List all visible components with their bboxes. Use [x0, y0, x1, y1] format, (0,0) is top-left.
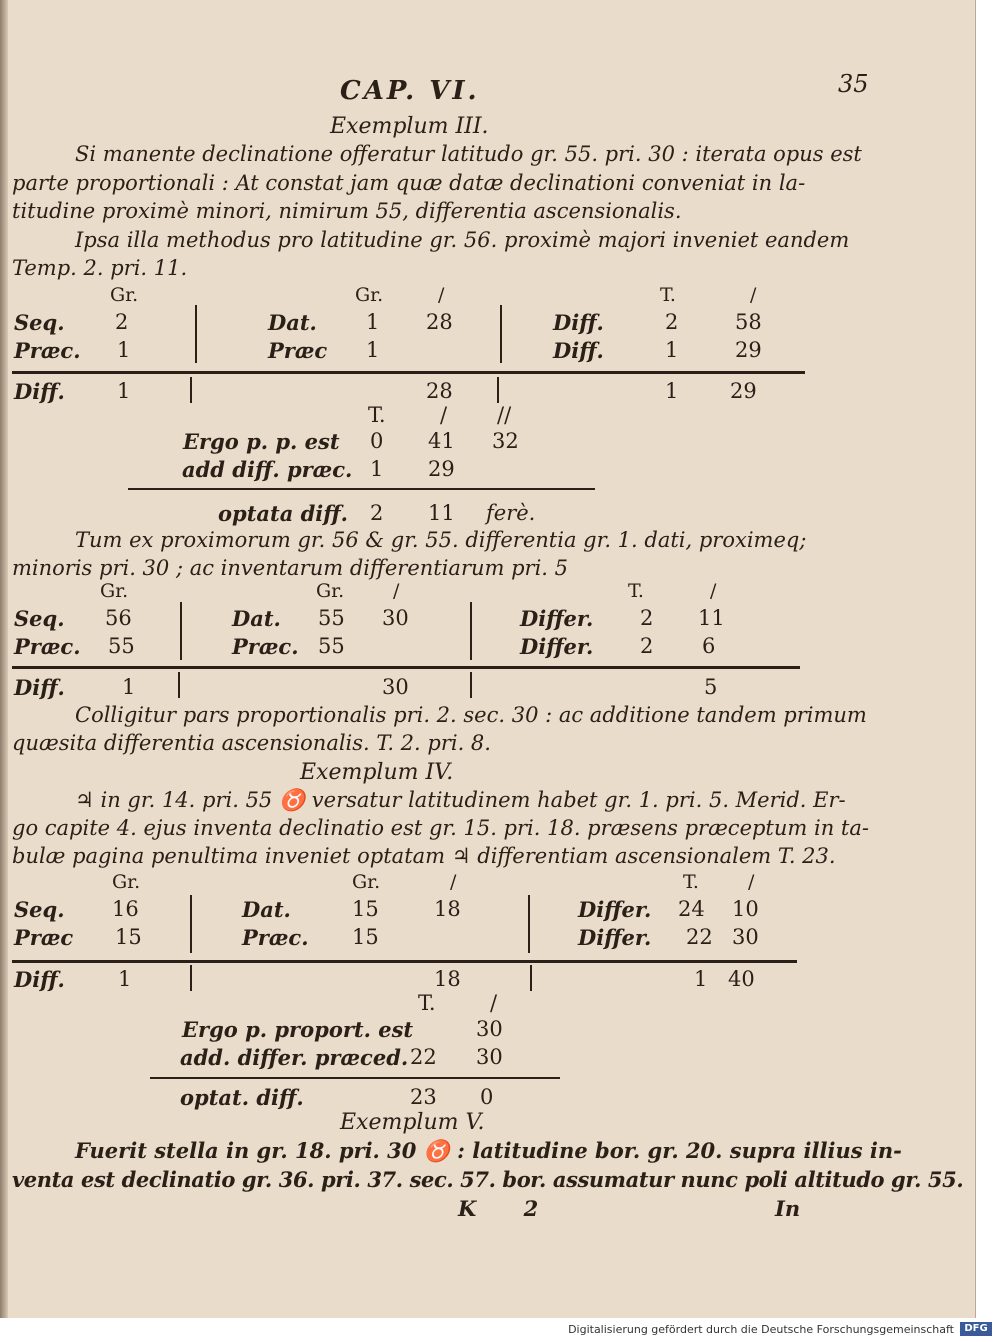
- t2-r1-dat-min: 30: [382, 606, 409, 630]
- t3-calc-2-min: 30: [476, 1045, 503, 1069]
- t3-calc-1-min: 30: [476, 1017, 503, 1041]
- t3-result-min: 0: [480, 1085, 494, 1109]
- t3-r1-differ-t: 24: [678, 897, 705, 921]
- t2-diff-gr: 1: [122, 675, 136, 699]
- t3-diff-vrule-1: [190, 965, 192, 991]
- example-5-title: Exemplum V.: [340, 1110, 485, 1135]
- t2-head-t: T.: [628, 580, 644, 602]
- t1-calc-2-label: add diff. præc.: [182, 457, 353, 482]
- t1-head-gr-2: Gr.: [355, 284, 384, 306]
- after2-line-1: Colligitur pars proportionalis pri. 2. sec. 30 : ac additione tandem primum: [75, 703, 867, 727]
- t1-r2-prec-gr: 1: [366, 338, 380, 362]
- ex3-line-1: Si manente declinatione offeratur latitudo gr. 55. pri. 30 : iterata opus est: [75, 142, 862, 166]
- t1-head-gr-1: Gr.: [110, 284, 139, 306]
- t2-r2-differ-min: 6: [702, 634, 716, 658]
- t3-r1-label: Seq.: [14, 897, 65, 922]
- ex3-line-2: parte proportionali : At constat jam quæ datæ declinationi conveniat in la-: [12, 171, 806, 195]
- t2-r1-differ-min: 11: [698, 606, 725, 630]
- t1-calc-1-min: 41: [428, 429, 455, 453]
- t1-result-min: 11: [428, 501, 455, 525]
- t3-r1-dat-min: 18: [434, 897, 461, 921]
- t2-head-gr-1: Gr.: [100, 580, 129, 602]
- t2-r2-gr: 55: [108, 634, 135, 658]
- t1-diff-vrule-2: [497, 377, 499, 403]
- t2-diff-min2: 5: [704, 675, 718, 699]
- t3-r1-dat: Dat.: [242, 897, 291, 922]
- t3-r2-label: Præc: [14, 925, 74, 950]
- t3-head-t: T.: [683, 871, 699, 893]
- t3-diff-min2: 40: [728, 967, 755, 991]
- example-4-title: Exemplum IV.: [300, 760, 454, 785]
- t2-diff-min: 30: [382, 675, 409, 699]
- t3-calc-2-t: 22: [410, 1045, 437, 1069]
- t1-calc-1-sec: 32: [492, 429, 519, 453]
- t3-r1-differ: Differ.: [578, 897, 652, 922]
- t3-vrule-2: [528, 895, 530, 953]
- t3-head-gr-1: Gr.: [112, 871, 141, 893]
- t3-r1-differ-min: 10: [732, 897, 759, 921]
- t3-head-gr-2: Gr.: [352, 871, 381, 893]
- t1-result-t: 2: [370, 501, 384, 525]
- t3-head-min-1: /: [450, 871, 457, 893]
- t2-r1-dat-gr: 55: [318, 606, 345, 630]
- t3-calc-head-min: /: [490, 991, 498, 1015]
- t1-head-min-2: /: [750, 284, 757, 306]
- dfg-logo: DFG: [960, 1322, 992, 1336]
- chapter-heading: CAP. VI.: [340, 76, 480, 106]
- t2-r2-differ: Differ.: [520, 634, 594, 659]
- t3-calc-1-label: Ergo p. proport. est: [182, 1017, 414, 1042]
- t2-head-gr-2: Gr.: [316, 580, 345, 602]
- ex4-line-3: bulæ pagina penultima inveniet optatam ♃ differentiam ascensionalem T. 23.: [12, 844, 836, 868]
- signature-mark: K 2: [458, 1196, 539, 1221]
- t2-vrule-1: [180, 602, 182, 660]
- t2-diff-vrule-2: [470, 672, 472, 698]
- t1-r1-diff-min: 58: [735, 310, 762, 334]
- ex3-line-5: Temp. 2. pri. 11.: [12, 256, 188, 280]
- mid-line-1: Tum ex proximorum gr. 56 & gr. 55. differentia gr. 1. dati, proximeq;: [75, 528, 807, 552]
- footer-bar: [0, 1318, 1000, 1342]
- t1-r1-gr: 2: [115, 310, 129, 334]
- t1-r2-gr: 1: [117, 338, 131, 362]
- t1-calc-head-sec: //: [497, 403, 512, 427]
- t2-r2-differ-t: 2: [640, 634, 654, 658]
- t1-calc-2-min: 29: [428, 457, 455, 481]
- t1-r2-label: Præc.: [14, 338, 81, 363]
- t3-head-min-2: /: [748, 871, 755, 893]
- t3-r1-dat-gr: 15: [352, 897, 379, 921]
- t2-r1-differ-t: 2: [640, 606, 654, 630]
- t3-diff-min: 18: [434, 967, 461, 991]
- t2-r1-differ: Differ.: [520, 606, 594, 631]
- t3-calc-2-label: add. differ. præced.: [180, 1045, 409, 1070]
- t2-diff-vrule-1: [178, 672, 180, 698]
- t1-r1-label: Seq.: [14, 310, 65, 335]
- t1-diff-gr: 1: [117, 379, 131, 403]
- t3-r2-differ-min: 30: [732, 925, 759, 949]
- t1-r2-diff-t: 1: [665, 338, 679, 362]
- t3-vrule-1: [190, 895, 192, 953]
- t1-r1-dat: Dat.: [268, 310, 317, 335]
- t3-result-t: 23: [410, 1085, 437, 1109]
- ex5-line-1: Fuerit stella in gr. 18. pri. 30 ♉ : latitudine bor. gr. 20. supra illius in-: [75, 1138, 902, 1163]
- t1-result-label: optata diff.: [218, 501, 348, 526]
- t2-r2-label: Præc.: [14, 634, 81, 659]
- t1-diff-vrule-1: [190, 377, 192, 403]
- ex5-line-2: venta est declinatio gr. 36. pri. 37. sec. 57. bor. assumatur nunc poli altitudo gr. 55.: [12, 1167, 964, 1192]
- t1-r2-diff: Diff.: [553, 338, 604, 363]
- page-number: 35: [838, 70, 869, 98]
- t1-result-fere: ferè.: [486, 501, 536, 525]
- t1-r2-prec: Præc: [268, 338, 328, 363]
- t1-calc-head-t: T.: [368, 403, 386, 427]
- t1-calc-1-label: Ergo p. p. est: [183, 429, 340, 454]
- t1-diff-min: 28: [426, 379, 453, 403]
- t1-head-t: T.: [660, 284, 676, 306]
- t3-diff-label: Diff.: [14, 967, 65, 992]
- footer-credit: Digitalisierung gefördert durch die Deutsche Forschungsgemeinschaft: [568, 1323, 954, 1336]
- t1-vrule-1: [195, 305, 197, 363]
- t1-r2-diff-min: 29: [735, 338, 762, 362]
- t1-r1-dat-gr: 1: [366, 310, 380, 334]
- t1-vrule-2: [500, 305, 502, 363]
- t3-diff-vrule-2: [530, 965, 532, 991]
- t1-rule: [12, 371, 805, 374]
- ex3-line-4: Ipsa illa methodus pro latitudine gr. 56. proximè majori inveniet eandem: [75, 228, 850, 252]
- page-spine-shadow: [0, 0, 8, 1318]
- t2-diff-label: Diff.: [14, 675, 65, 700]
- t2-r2-prec-gr: 55: [318, 634, 345, 658]
- t3-result-label: optat. diff.: [180, 1085, 304, 1110]
- t3-diff-gr: 1: [118, 967, 132, 991]
- t2-r2-prec: Præc.: [232, 634, 299, 659]
- example-3-title: Exemplum III.: [330, 114, 489, 139]
- t3-r2-differ: Differ.: [578, 925, 652, 950]
- t3-r2-differ-t: 22: [686, 925, 713, 949]
- after2-line-2: quæsita differentia ascensionalis. T. 2. pri. 8.: [12, 731, 491, 755]
- t2-r1-dat: Dat.: [232, 606, 281, 631]
- ex3-line-3: titudine proximè minori, nimirum 55, differentia ascensionalis.: [12, 199, 682, 223]
- t1-diff-t: 1: [665, 379, 679, 403]
- t2-r1-gr: 56: [105, 606, 132, 630]
- t1-r1-dat-min: 28: [426, 310, 453, 334]
- t1-head-min-1: /: [438, 284, 445, 306]
- t3-r1-gr: 16: [112, 897, 139, 921]
- t1-calc-2-t: 1: [370, 457, 384, 481]
- t1-calc-rule: [128, 488, 595, 490]
- t3-r2-prec-gr: 15: [352, 925, 379, 949]
- t1-calc-1-t: 0: [370, 429, 384, 453]
- t3-diff-t: 1: [694, 967, 708, 991]
- t2-head-min-1: /: [393, 580, 400, 602]
- ex4-line-2: go capite 4. ejus inventa declinatio est gr. 15. pri. 18. præsens præceptum in ta-: [12, 816, 869, 840]
- catchword: In: [775, 1196, 801, 1221]
- mid-line-2: minoris pri. 30 ; ac inventarum differentiarum pri. 5: [12, 556, 569, 580]
- t3-rule: [12, 960, 797, 963]
- t3-calc-rule: [150, 1077, 560, 1079]
- t1-calc-head-min: /: [440, 403, 448, 427]
- t2-vrule-2: [470, 602, 472, 660]
- t1-r1-diff-t: 2: [665, 310, 679, 334]
- t2-r1-label: Seq.: [14, 606, 65, 631]
- t3-calc-head-t: T.: [418, 991, 436, 1015]
- t1-r1-diff: Diff.: [553, 310, 604, 335]
- t1-diff-label: Diff.: [14, 379, 65, 404]
- t3-r2-gr: 15: [115, 925, 142, 949]
- t1-diff-min2: 29: [730, 379, 757, 403]
- t2-head-min-2: /: [710, 580, 717, 602]
- t2-rule: [12, 666, 800, 669]
- t3-r2-prec: Præc.: [242, 925, 309, 950]
- ex4-line-1: ♃ in gr. 14. pri. 55 ♉ versatur latitudinem habet gr. 1. pri. 5. Merid. Er-: [75, 788, 846, 812]
